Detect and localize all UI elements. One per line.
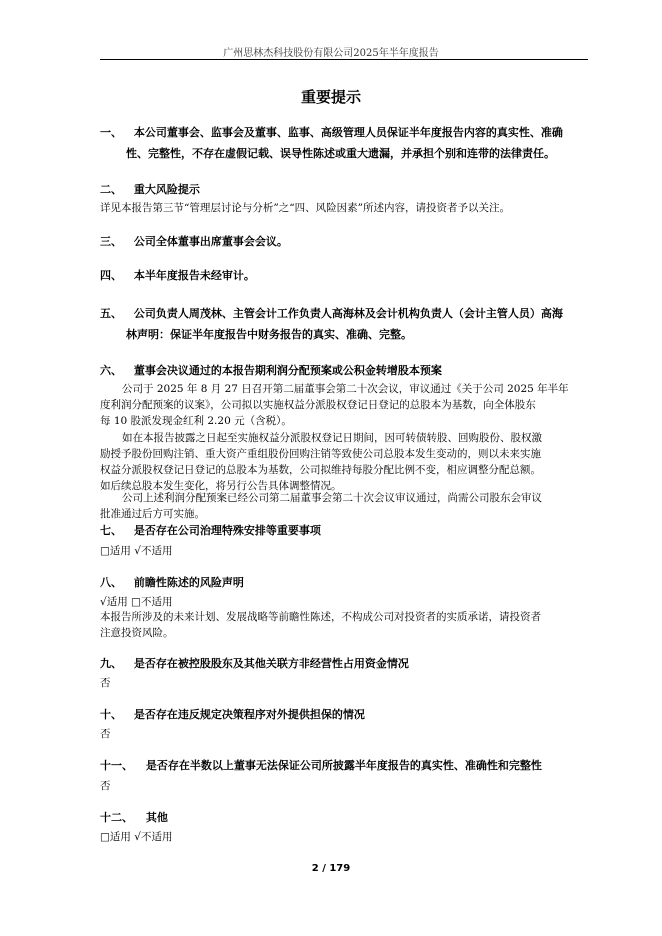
section-1-text-line1: 本公司董事会、监事会及董事、监事、高级管理人员保证半年度报告内容的真实性、准确 xyxy=(133,126,563,139)
section-6-p1-line1: 公司于 2025 年 8 月 27 日召开第二届董事会第二十次会议，审议通过《关于公司 2025 年半年 xyxy=(122,383,569,395)
page-header: 广州思林杰科技股份有限公司2025年半年度报告 xyxy=(223,48,439,59)
section-8-number: 八、 xyxy=(100,576,122,589)
section-5-text-line2: 林声明：保证半年度报告中财务报告的真实、准确、完整。 xyxy=(126,328,412,341)
section-9-title: 是否存在被控股股东及其他关联方非经营性占用资金情况 xyxy=(133,657,409,670)
section-5-number: 五、 xyxy=(100,307,122,320)
section-6-paragraph-1 xyxy=(100,381,590,429)
section-3-title: 公司全体董事出席董事会会议。 xyxy=(133,235,288,248)
section-12-heading xyxy=(100,809,590,825)
section-9-number: 九、 xyxy=(100,657,122,670)
section-4-number: 四、 xyxy=(100,269,122,282)
section-10-answer: 否 xyxy=(100,728,111,740)
section-7-heading xyxy=(100,522,590,538)
page-title: 重要提示 xyxy=(300,88,361,106)
section-11-number: 十一、 xyxy=(100,759,133,772)
section-2-number: 二、 xyxy=(100,183,122,196)
section-2-body: 详见本报告第三节“管理层讨论与分析”之“四、风险因素”所述内容，请投资者予以关注。 xyxy=(100,202,510,214)
section-7-applicability: □适用 √不适用 xyxy=(100,545,173,557)
section-8-body-line2: 注意投资风险。 xyxy=(100,627,174,639)
section-3-heading xyxy=(100,233,590,249)
section-6-p2-line3: 权益分派股权登记日登记的总股本为基数，公司拟维持每股分配比例不变，相应调整分配总额。 xyxy=(100,464,541,476)
section-10-number: 十、 xyxy=(100,708,122,721)
header-rule xyxy=(100,59,588,60)
section-9-heading xyxy=(100,655,590,671)
section-10-title: 是否存在违反规定决策程序对外提供担保的情况 xyxy=(133,708,365,721)
section-7-title: 是否存在公司治理特殊安排等重要事项 xyxy=(133,524,321,537)
section-9-answer: 否 xyxy=(100,677,111,689)
section-2-heading xyxy=(100,181,590,197)
section-6-p2-line4: 如后续总股本发生变化，将另行公告具体调整情况。 xyxy=(100,480,342,492)
section-8-body-line1: 本报告所涉及的未来计划、发展战略等前瞻性陈述，不构成公司对投资者的实质承诺，请投资者 xyxy=(100,611,541,623)
section-5-line1 xyxy=(100,305,590,321)
section-12-number: 十二、 xyxy=(100,811,133,824)
section-6-p3-line1: 公司上述利润分配预案已经公司第二届董事会第二十次会议审议通过，尚需公司股东会审议 xyxy=(122,492,542,504)
section-11-answer: 否 xyxy=(100,780,111,792)
section-6-p2-line2: 励授予股份回购注销、重大资产重组股份回购注销等致使公司总股本发生变动的，则以未来实施 xyxy=(100,448,541,460)
section-11-title: 是否存在半数以上董事无法保证公司所披露半年度报告的真实性、准确性和完整性 xyxy=(145,759,542,772)
section-1-text-line2: 性、完整性，不存在虚假记载、误导性陈述或重大遗漏，并承担个别和连带的法律责任。 xyxy=(126,147,555,160)
section-6-p1-line2: 度利润分配预案的议案》，公司拟以实施权益分派股权登记日登记的总股本为基数，向全体股东 xyxy=(100,399,536,411)
section-2-title: 重大风险提示 xyxy=(133,183,200,196)
section-5-text-line1: 公司负责人周茂林、主管会计工作负责人高海林及会计机构负责人（会计主管人员）高海 xyxy=(133,307,563,320)
section-4-heading xyxy=(100,267,590,283)
section-6-number: 六、 xyxy=(100,364,122,377)
section-6-paragraph-3 xyxy=(100,490,590,522)
section-12-applicability: □适用 √不适用 xyxy=(100,831,173,843)
section-7-number: 七、 xyxy=(100,524,122,537)
section-6-paragraph-2 xyxy=(100,430,590,494)
section-6-p3-line2: 批准通过后方可实施。 xyxy=(100,508,205,520)
section-8-body xyxy=(100,609,590,641)
section-3-number: 三、 xyxy=(100,235,122,248)
page-number: 2 / 179 xyxy=(311,863,351,874)
section-1-line1 xyxy=(100,124,590,140)
section-4-title: 本半年度报告未经审计。 xyxy=(133,269,255,282)
section-8-applicability: √适用 □不适用 xyxy=(100,596,173,608)
section-12-title: 其他 xyxy=(145,811,168,824)
section-6-heading xyxy=(100,362,590,378)
section-10-heading xyxy=(100,706,590,722)
section-8-heading xyxy=(100,574,590,590)
section-6-p1-line3: 每 10 股派发现金红利 2.20 元（含税）。 xyxy=(100,415,292,427)
section-6-title: 董事会决议通过的本报告期利润分配预案或公积金转增股本预案 xyxy=(133,364,442,377)
section-11-heading xyxy=(100,757,590,773)
section-8-title: 前瞻性陈述的风险声明 xyxy=(133,576,244,589)
section-6-p2-line1: 如在本报告披露之日起至实施权益分派股权登记日期间，因可转债转股、回购股份、股权激 xyxy=(122,432,542,444)
section-1-number: 一、 xyxy=(100,126,122,139)
